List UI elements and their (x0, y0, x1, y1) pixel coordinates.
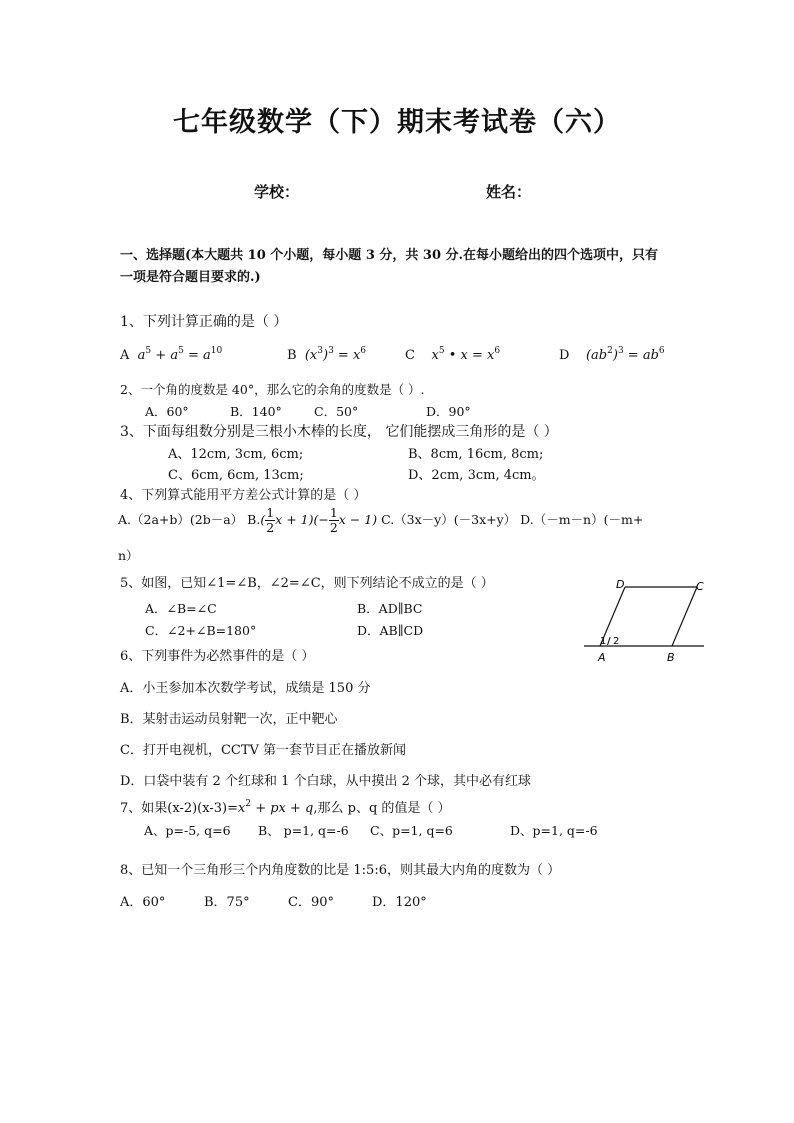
question-7-option-d: D、p=1, q=-6 (510, 823, 598, 838)
question-2-option-b: B．140° (230, 404, 282, 419)
question-5-stem: 5、如图，已知∠1=∠B，∠2=∠C，则下列结论不成立的是（ ） (120, 576, 494, 591)
vertex-a-label: A (598, 651, 606, 664)
question-5-option-a: A．∠B=∠C (145, 601, 217, 616)
math-expression: $a^5 + a^5 = a^{10}$ (133, 346, 223, 363)
question-6-option-d: D．口袋中装有 2 个红球和 1 个白球，从中摸出 2 个球，其中必有红球 (120, 774, 532, 789)
question-4-option-a: A.（2a+b）(2b－a） (118, 512, 244, 527)
name-label: 姓名： (486, 183, 532, 201)
question-4-option-d-continued: n） (118, 548, 139, 563)
school-label: 学校： (254, 183, 300, 201)
question-1-option-b (287, 346, 366, 363)
math-expression: $(ab^2)^3 = ab^6$ (573, 346, 665, 363)
vertex-d-label: D (616, 578, 625, 591)
question-6-stem: 6、下列事件为必然事件的是（ ） (120, 649, 315, 664)
question-7-option-c: C、p=1, q=6 (370, 823, 453, 838)
section-heading-line1: 一、选择题(本大题共 10 个小题，每小题 3 分，共 30 分.在每小题给出的四个选项中，只有 (120, 248, 659, 263)
option-label: B (287, 348, 297, 363)
question-2-option-c: C．50° (314, 404, 359, 419)
question-3-stem: 3、下面每组数分别是三根小木棒的长度， 它们能摆成三角形的是（ ） (120, 424, 558, 440)
math-expression: $x^5$ • $x = x^6$ (419, 346, 501, 363)
question-2-stem: 2、一个角的度数是 40°，那么它的余角的度数是（ ）. (120, 382, 425, 397)
vertex-b-label: B (667, 651, 675, 664)
question-5-option-d: D．AB∥CD (357, 623, 424, 638)
option-label: A (120, 348, 130, 363)
question-6-option-b: B．某射击运动员射靶一次，正中靶心 (120, 712, 338, 727)
question-7-expression: $x^2$ + px + q (237, 799, 314, 816)
question-8-stem: 8、已知一个三角形三个内角度数的比是 1:5:6，则其最大内角的度数为（ ） (120, 863, 561, 878)
question-1-option-a (120, 346, 222, 363)
question-8-option-b: B．75° (204, 895, 250, 910)
question-2-option-a: A．60° (145, 404, 189, 419)
question-5-option-b: B．AD∥BC (357, 601, 423, 616)
option-label: D (559, 348, 570, 363)
question-7-stem-prefix: 7、如果(x-2)(x-3)= (120, 801, 238, 816)
question-1-stem: 1、下列计算正确的是（ ） (120, 314, 288, 330)
question-7-option-a: A、p=-5, q=6 (144, 823, 231, 838)
question-5-option-c: C．∠2+∠B=180° (145, 623, 257, 638)
question-6-option-c: C．打开电视机，CCTV 第一套节目正在播放新闻 (120, 743, 407, 758)
question-6-option-a: A．小王参加本次数学考试，成绩是 150 分 (120, 681, 371, 696)
question-2-option-d: D．90° (426, 404, 471, 419)
question-3-option-d: D、2cm, 3cm, 4cm。 (408, 468, 545, 483)
question-4-option-c: C.（3x－y）(－3x+y） (381, 512, 517, 527)
question-3-option-b: B、8cm, 16cm, 8cm; (408, 447, 544, 462)
question-1-option-d (559, 346, 665, 363)
question-8-option-d: D．120° (372, 895, 427, 910)
question-4-option-b-label: B. (247, 512, 261, 527)
question-8-option-a: A．60° (120, 895, 166, 910)
section-heading-line2: 一项是符合题目要求的.) (120, 270, 261, 285)
math-expression: $(x^3)^3 = x^6$ (300, 346, 367, 363)
vertex-c-label: C (696, 580, 704, 593)
question-1-option-c (405, 346, 500, 363)
question-4-option-d: D.（－m－n）(－m+ (520, 512, 644, 527)
option-label: C (405, 348, 415, 363)
question-4-option-b-expression: ( $\frac{1}{2}$ x + 1)(− $\frac{1}{2}$ x − 1) (260, 505, 378, 535)
question-3-option-c: C、6cm, 6cm, 13cm; (168, 468, 304, 483)
side-cb (672, 587, 697, 646)
angle-1-label: 1 (600, 636, 607, 647)
question-7-option-b: B、 p=1, q=-6 (258, 823, 349, 838)
question-8-option-c: C．90° (288, 895, 334, 910)
angle-separator-icon: / (607, 636, 611, 647)
angle-2-label: 2 (613, 636, 620, 647)
question-7-stem-suffix: ,那么 p、q 的值是（ ） (313, 801, 451, 816)
question-4-stem: 4、下列算式能用平方差公式计算的是（ ） (120, 488, 367, 503)
page-title: 七年级数学（下）期末考试卷（六） (173, 107, 621, 138)
question-4-options (118, 506, 643, 535)
parallelogram-figure (580, 576, 710, 666)
question-7-stem (120, 797, 451, 816)
question-3-option-a: A、12cm, 3cm, 6cm; (168, 447, 304, 462)
